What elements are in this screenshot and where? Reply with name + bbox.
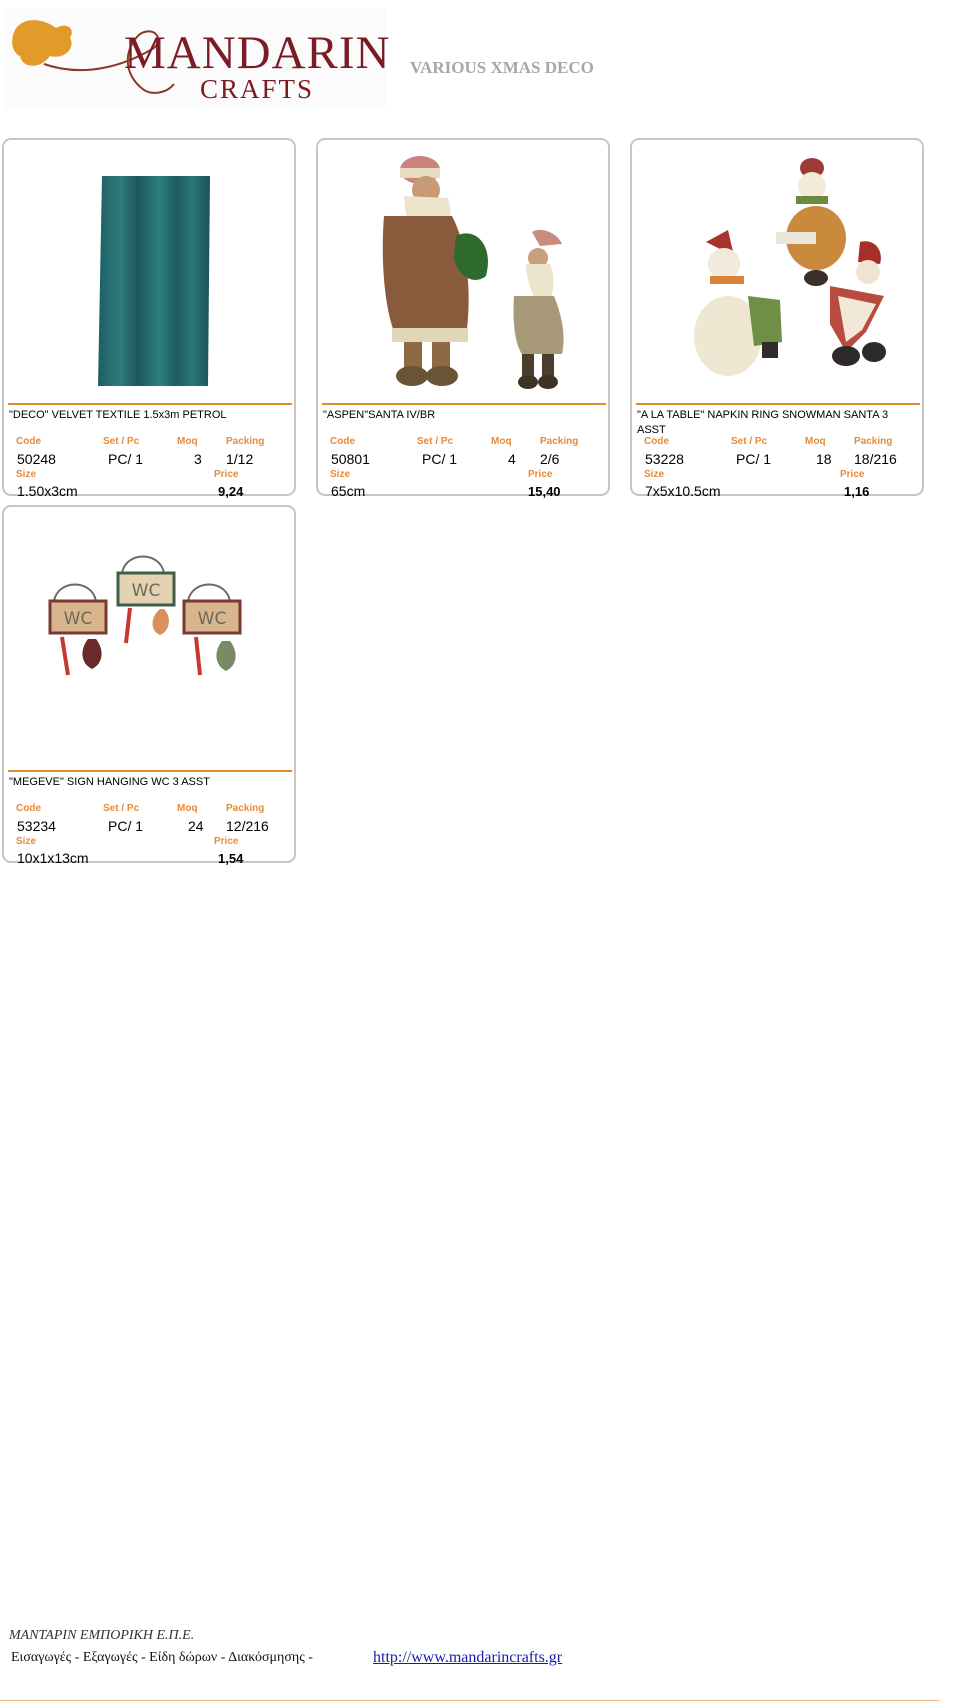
set-pc-value: PC/ 1 — [108, 818, 144, 834]
code-label: Code — [16, 436, 41, 447]
size-value: 1.50x3cm — [17, 483, 78, 499]
wc-sign-icon — [42, 513, 270, 769]
moq-label: Moq — [177, 803, 198, 814]
price-value: 9,24 — [218, 484, 244, 499]
set-pc-value: PC/ 1 — [422, 451, 458, 467]
set-pc-value: PC/ 1 — [108, 451, 144, 467]
code-label: Code — [330, 436, 355, 447]
set-pc-label: Set / Pc — [103, 436, 140, 447]
footer-company-name: ΜΑΝΤΑΡΙΝ ΕΜΠΟΡΙΚΗ Ε.Π.Ε. — [9, 1628, 195, 1643]
packing-label: Packing — [854, 436, 893, 447]
price-label: Price — [840, 469, 865, 480]
product-card-53228[interactable] — [630, 138, 924, 499]
size-value: 65cm — [331, 483, 366, 499]
wc-sign-label: WC — [131, 581, 161, 601]
set-pc-value: PC/ 1 — [736, 451, 772, 467]
packing-value: 18/216 — [854, 451, 897, 467]
card-divider — [8, 403, 292, 405]
card-divider — [636, 403, 920, 405]
code-value: 50248 — [17, 451, 56, 467]
set-pc-label: Set / Pc — [103, 803, 140, 814]
size-label: Size — [16, 836, 37, 847]
packing-label: Packing — [540, 436, 579, 447]
set-pc-label: Set / Pc — [417, 436, 454, 447]
price-label: Price — [528, 469, 553, 480]
product-photo — [42, 146, 270, 402]
price-label: Price — [214, 469, 239, 480]
product-name: "ASPEN"SANTA IV/BR — [323, 409, 436, 421]
santa-figurine-icon — [356, 146, 584, 402]
moq-label: Moq — [805, 436, 826, 447]
moq-label: Moq — [177, 436, 198, 447]
moq-value: 18 — [816, 451, 832, 467]
product-photo — [42, 513, 270, 769]
size-value: 10x1x13cm — [17, 850, 89, 866]
packing-label: Packing — [226, 436, 265, 447]
price-label: Price — [214, 836, 239, 847]
catalog-title: VARIOUS XMAS DECO — [410, 58, 594, 77]
moq-value: 3 — [194, 451, 202, 467]
footer-divider — [0, 1700, 940, 1701]
code-value: 50801 — [331, 451, 370, 467]
card-divider — [322, 403, 606, 405]
wc-sign-label: WC — [197, 609, 227, 629]
size-label: Size — [644, 469, 665, 480]
card-divider — [8, 770, 292, 772]
velvet-textile-icon — [42, 146, 270, 402]
product-name: "DECO" VELVET TEXTILE 1.5x3m PETROL — [9, 409, 227, 421]
product-card-50801[interactable] — [316, 138, 610, 499]
price-value: 1,16 — [844, 484, 870, 499]
packing-value: 1/12 — [226, 451, 254, 467]
code-label: Code — [16, 803, 41, 814]
code-label: Code — [644, 436, 669, 447]
moq-value: 4 — [508, 451, 516, 467]
product-name: "MEGEVE" SIGN HANGING WC 3 ASST — [9, 776, 210, 788]
size-value: 7x5x10.5cm — [645, 483, 721, 499]
code-value: 53228 — [645, 451, 684, 467]
wc-sign-label: WC — [63, 609, 93, 629]
logo-subtitle: CRAFTS — [200, 74, 315, 104]
product-photo — [356, 146, 584, 402]
product-photo — [670, 146, 898, 402]
napkin-ring-icon — [670, 146, 898, 402]
logo-wordmark: MANDARIN — [124, 27, 391, 79]
footer-description: Εισαγωγές - Εξαγωγές - Είδη δώρων - Διακόσμησης - — [11, 1650, 313, 1665]
code-value: 53234 — [17, 818, 56, 834]
size-label: Size — [330, 469, 351, 480]
footer-website-link[interactable]: http://www.mandarincrafts.gr — [373, 1649, 563, 1666]
price-value: 15,40 — [528, 484, 561, 499]
moq-label: Moq — [491, 436, 512, 447]
product-name: "A LA TABLE" NAPKIN RING SNOWMAN SANTA 3 ASST — [637, 409, 889, 436]
packing-label: Packing — [226, 803, 265, 814]
packing-value: 2/6 — [540, 451, 560, 467]
brand-logo — [4, 8, 391, 108]
product-card-50248[interactable] — [2, 138, 296, 499]
moq-value: 24 — [188, 818, 204, 834]
size-label: Size — [16, 469, 37, 480]
price-value: 1,54 — [218, 851, 244, 866]
packing-value: 12/216 — [226, 818, 269, 834]
set-pc-label: Set / Pc — [731, 436, 768, 447]
product-card-53234[interactable] — [2, 505, 296, 866]
